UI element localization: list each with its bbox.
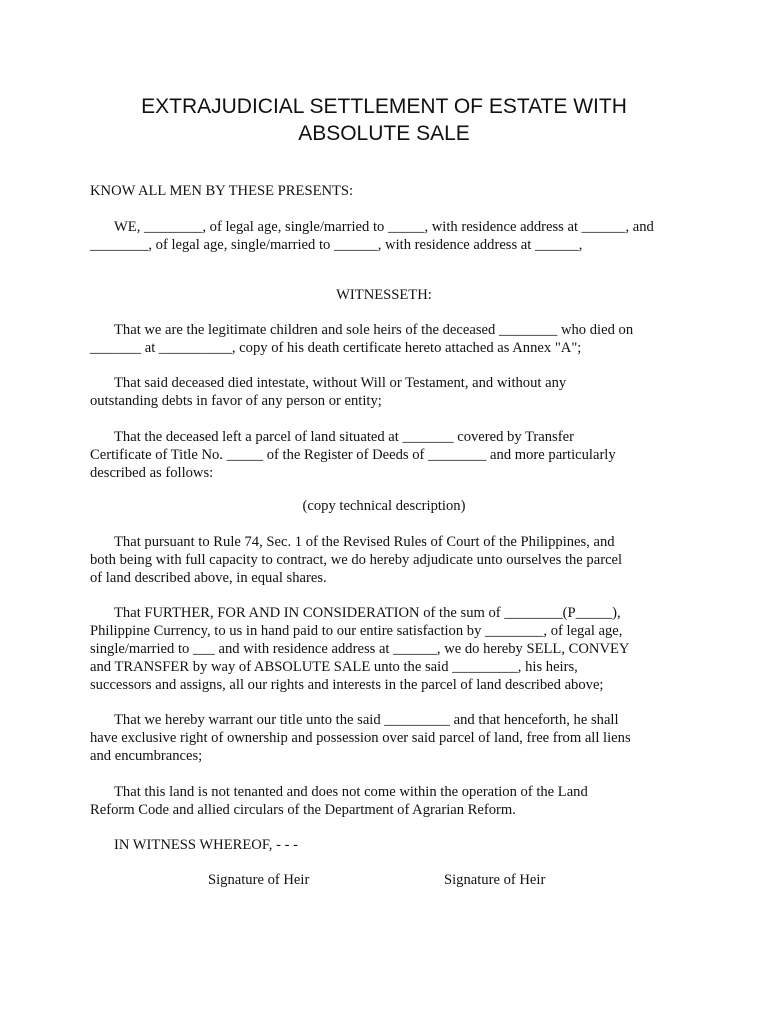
para-tenant-line1: That this land is not tenanted and does not come within the operation of the Land (114, 784, 588, 800)
para-land-line2: Certificate of Title No. _____ of the Register of Deeds of ________ and more particularly (90, 447, 616, 463)
para-sale-line2: Philippine Currency, to us in hand paid to our entire satisfaction by ________, of legal age, (90, 623, 623, 639)
para-heirs-line1: That we are the legitimate children and sole heirs of the deceased ________ who died on (114, 322, 634, 338)
para-land-line3: described as follows: (90, 465, 214, 481)
para-land-line1: That the deceased left a parcel of land situated at _______ covered by Transfer (114, 429, 574, 445)
signature-label-heir-2: Signature of Heir (444, 872, 546, 888)
para-sale-line4: and TRANSFER by way of ABSOLUTE SALE unto the said _________, his heirs, (90, 659, 578, 675)
para-sale-line1: That FURTHER, FOR AND IN CONSIDERATION of the sum of ________(P_____), (114, 605, 621, 621)
para-intestate-line2: outstanding debts in favor of any person or entity; (90, 393, 382, 409)
signature-label-heir-1: Signature of Heir (208, 872, 310, 888)
witness-whereof: IN WITNESS WHEREOF, - - - (114, 837, 298, 853)
para-sale-line5: successors and assigns, all our rights and interests in the parcel of land described above; (90, 677, 604, 693)
para-heirs-line2: _______ at __________, copy of his death certificate hereto attached as Annex "A"; (90, 340, 582, 356)
para-sale-line3: single/married to ___ and with residence address at ______, we do hereby SELL, CONVEY (90, 641, 630, 657)
para-warrant-line2: have exclusive right of ownership and possession over said parcel of land, free from all liens (90, 730, 631, 746)
para-warrant-line1: That we hereby warrant our title unto the said _________ and that henceforth, he shall (114, 712, 619, 728)
para-rule74-line2: both being with full capacity to contract, we do hereby adjudicate unto ourselves the parcel (90, 552, 623, 568)
para-rule74-line3: of land described above, in equal shares. (90, 570, 327, 586)
witnesseth-heading: WITNESSETH: (336, 287, 432, 303)
preamble: KNOW ALL MEN BY THESE PRESENTS: (90, 183, 354, 199)
para-rule74-line1: That pursuant to Rule 74, Sec. 1 of the Revised Rules of Court of the Philippines, and (114, 534, 615, 550)
parties-line2: ________, of legal age, single/married to ______, with residence address at ______, (90, 237, 583, 253)
para-tenant-line2: Reform Code and allied circulars of the Department of Agrarian Reform. (90, 802, 516, 818)
para-warrant-line3: and encumbrances; (90, 748, 203, 764)
document-title-line1: EXTRAJUDICIAL SETTLEMENT OF ESTATE WITH (141, 95, 627, 118)
parties-line1: WE, ________, of legal age, single/married to _____, with residence address at ______, and (114, 219, 654, 235)
technical-description: (copy technical description) (302, 498, 466, 514)
para-intestate-line1: That said deceased died intestate, without Will or Testament, and without any (114, 375, 567, 391)
document-title-line2: ABSOLUTE SALE (298, 122, 470, 145)
